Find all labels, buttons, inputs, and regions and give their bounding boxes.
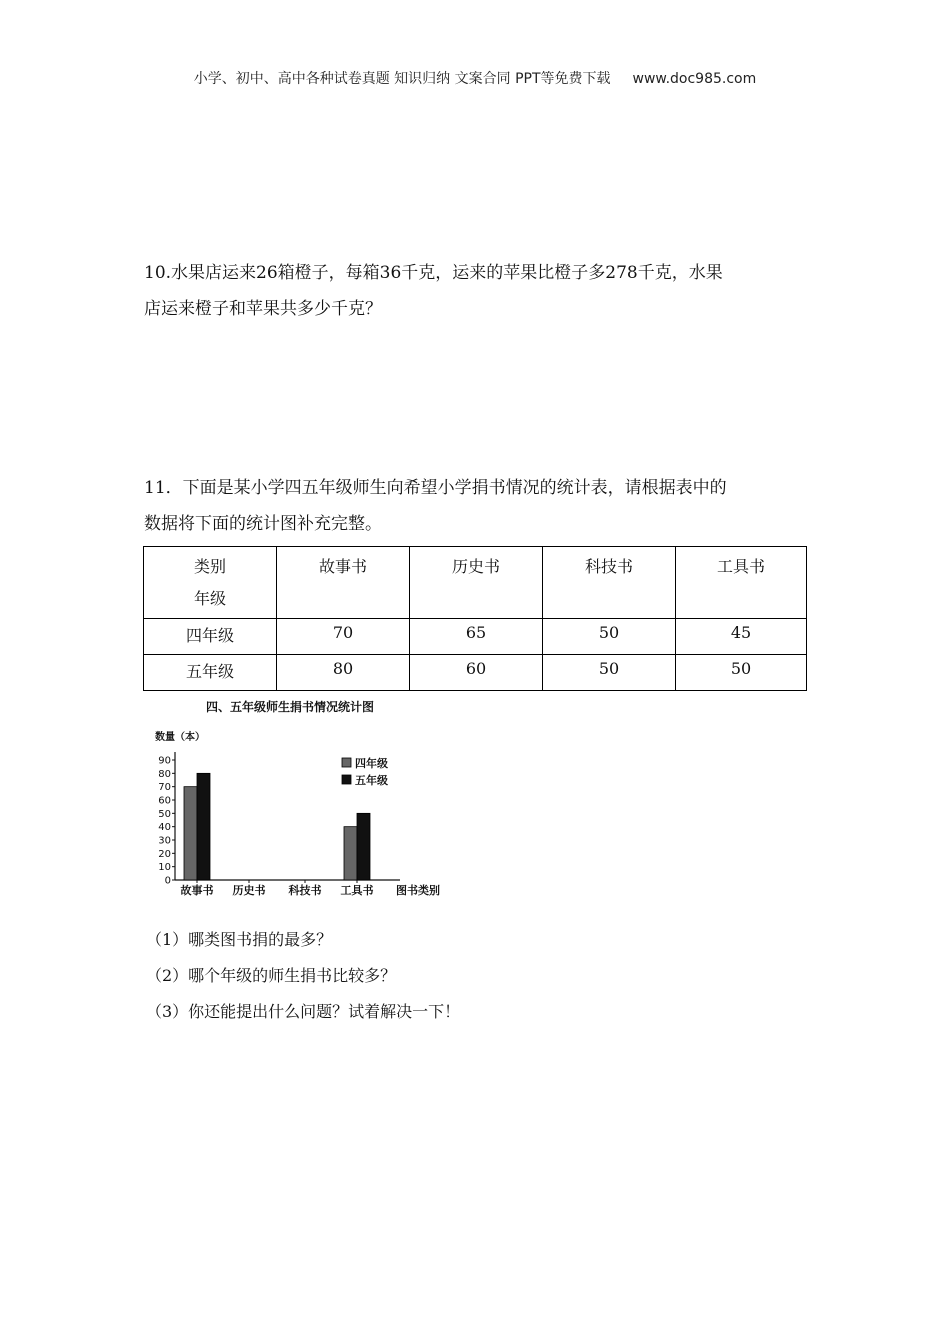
y-axis-label: 数量（本） [155,732,205,743]
y-tick-label: 0 [164,875,171,887]
chart-title: 四、五年级师生捐书情况统计图 [206,700,375,714]
table-cell: 80 [277,655,410,691]
row-label: 四年级 [144,619,277,655]
table-cell: 70 [277,619,410,655]
legend-label: 五年级 [355,774,388,787]
y-tick-label: 90 [158,755,171,767]
table-header-cell [410,547,543,619]
header-history-books: 历史书 [451,557,500,576]
table-cell: 65 [410,619,543,655]
table-row [144,619,807,655]
y-tick-label: 80 [158,768,171,780]
table-header-cell [277,547,410,619]
y-tick-label: 20 [158,848,171,860]
question-10-line-2: 店运来橙子和苹果共多少千克？ [144,299,382,319]
bar [344,827,357,880]
question-11-line-1: 11．下面是某小学四五年级师生向希望小学捐书情况的统计表，请根据表中的 [144,478,727,498]
y-tick-label: 60 [158,795,171,807]
subquestion-1: （1）哪类图书捐的最多？ [146,930,333,949]
table-cell: 60 [410,655,543,691]
corner-category-label: 类别 [193,557,226,576]
corner-grade-label: 年级 [193,589,226,608]
table-cell: 50 [676,655,807,691]
x-tick-label: 历史书 [232,884,266,897]
legend-swatch [342,775,351,784]
y-tick-label: 30 [158,835,171,847]
header-tool-books: 工具书 [716,557,765,576]
header-story-books: 故事书 [318,557,367,576]
header-science-books: 科技书 [584,557,633,576]
table-row [144,655,807,691]
table-cell: 45 [676,619,807,655]
header-text: 小学、初中、高中各种试卷真题 知识归纳 文案合同 PPT等免费下载 [193,71,611,87]
question-10-line-1: 10.水果店运来26箱橙子，每箱36千克，运来的苹果比橙子多278千克，水果 [144,263,723,283]
bar-chart-svg [150,692,450,907]
x-tick-label: 故事书 [180,884,214,897]
row-label: 五年级 [144,655,277,691]
subquestion-3: （3）你还能提出什么问题？试着解决一下！ [146,1002,461,1021]
question-11 [144,470,812,542]
legend-label: 四年级 [355,757,388,770]
bar [357,813,370,880]
legend-swatch [342,758,351,767]
donation-table [143,546,807,691]
bar-chart [150,692,450,911]
y-tick-label: 50 [158,808,171,820]
header-url[interactable]: www.doc985.com [632,71,757,87]
y-tick-label: 10 [158,862,171,874]
table-header-row [144,547,807,619]
table-header-cell [676,547,807,619]
table-header-cell [543,547,676,619]
table-cell: 50 [543,619,676,655]
bar [197,773,210,880]
subquestion-2: （2）哪个年级的师生捐书比较多？ [146,966,397,985]
question-11-line-2: 数据将下面的统计图补充完整。 [144,514,382,534]
x-axis-label: 图书类别 [396,884,440,897]
bar [184,787,197,880]
table-corner-cell [144,547,277,619]
x-tick-label: 科技书 [288,884,322,897]
page-header [0,68,950,88]
y-tick-label: 70 [158,782,171,794]
question-10 [144,255,812,327]
y-tick-label: 40 [158,822,171,834]
x-tick-label: 工具书 [340,884,374,897]
table-cell: 50 [543,655,676,691]
